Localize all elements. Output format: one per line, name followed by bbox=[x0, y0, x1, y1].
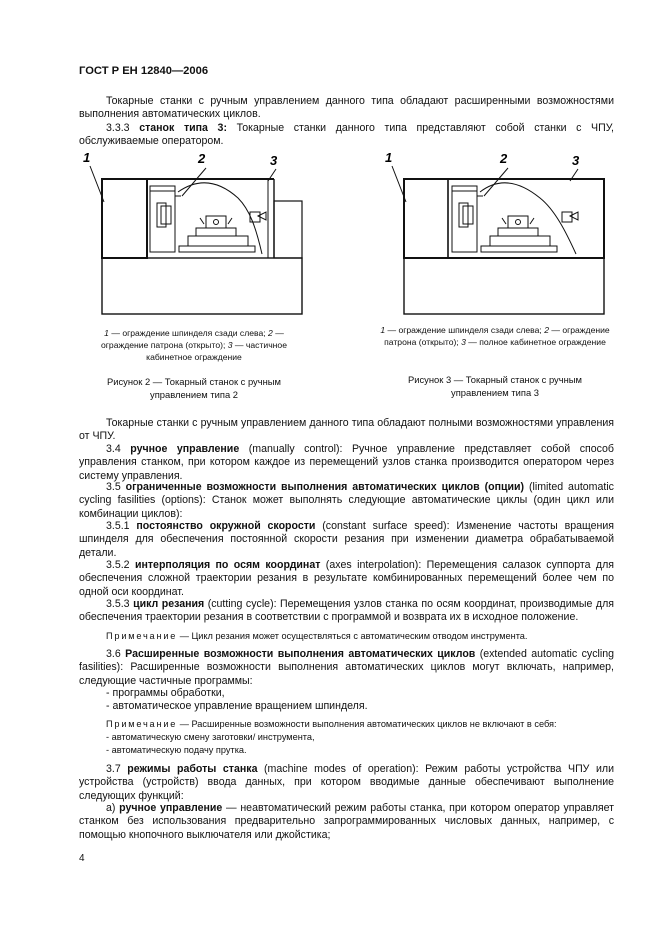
definition-text: (manually control): Ручное управление представляет собой способ управления станком, при котором каждое из перемещений узлов станка производится оператором через систему управления. bbox=[79, 443, 614, 482]
list-item: - автоматическую подачу прутка. bbox=[106, 745, 247, 755]
figure-2-drawing bbox=[78, 148, 313, 318]
paragraph-a bbox=[79, 802, 614, 842]
figure-3-drawing bbox=[380, 148, 615, 318]
paragraph-intro bbox=[79, 95, 614, 122]
definition-text: (axes interpolation): Перемещения салазок суппорта для обеспечения сложной траектории резания в результате комбинированных перемещений более чем по одной оси координат. bbox=[79, 559, 614, 598]
note-text: — Цикл резания может осуществляться с автоматическим отводом инструмента. bbox=[177, 631, 528, 641]
note-1 bbox=[79, 630, 614, 643]
term: станок типа 3: bbox=[139, 122, 227, 134]
term: Расширенные возможности выполнения автоматических циклов bbox=[125, 648, 476, 660]
page-number: 4 bbox=[79, 853, 85, 864]
paragraph-3-5 bbox=[79, 481, 614, 521]
term: ручное управление bbox=[119, 802, 223, 814]
figure-2-caption-line-1: Рисунок 2 — Токарный станок с ручным bbox=[107, 376, 281, 387]
list-item: - автоматическую смену заготовки/ инструмента, bbox=[106, 732, 315, 742]
clause-number: 3.6 bbox=[106, 648, 121, 660]
figure-3-caption-line-2: управлением типа 3 bbox=[451, 386, 539, 398]
figure-2-caption-line-2: управлением типа 2 bbox=[150, 388, 238, 400]
clause-number: 3.3.3 bbox=[106, 122, 130, 134]
paragraph-intro-text: Токарные станки с ручным управлением данного типа обладают расширенными возможностями выполнения автоматических циклов. bbox=[79, 95, 614, 121]
definition-text: (extended automatic cycling fasilities): Расширенные возможности выполнения автоматических циклов могут включать, например, следующие частичные программы: bbox=[79, 648, 614, 687]
term: постоянство окружной скорости bbox=[136, 520, 316, 532]
paragraph-3-5-3 bbox=[79, 598, 614, 625]
term: ручное управление bbox=[130, 443, 240, 455]
paragraph-3-4 bbox=[79, 443, 614, 483]
note-2 bbox=[79, 718, 614, 731]
legend-text: — частичное кабинетное ограждение bbox=[146, 340, 287, 363]
figure-2-label-3: 3 bbox=[270, 153, 278, 168]
clause-number: 3.5.1 bbox=[106, 520, 130, 532]
legend-key: 2 bbox=[268, 328, 273, 338]
definition-text: (limited automatic cycling fasilities (options): Станок может выполнять следующие автоматические циклы (один цикл или комбинации циклов): bbox=[79, 481, 614, 520]
note-2-list bbox=[79, 731, 614, 757]
paragraph-3-6-list bbox=[79, 687, 614, 714]
figure-3-label-3: 3 bbox=[572, 153, 580, 168]
note-label: Примечание bbox=[106, 631, 178, 641]
legend-text: — ограждение патрона (открыто); bbox=[101, 328, 284, 351]
item-marker: а) bbox=[106, 802, 116, 814]
term: интерполяция по осям координат bbox=[134, 559, 321, 571]
clause-number: 3.5 bbox=[106, 481, 121, 493]
figure-3-legend bbox=[380, 324, 610, 348]
legend-text: — ограждение патрона (открыто); bbox=[384, 325, 610, 348]
paragraph-text: Токарные станки с ручным управлением данного типа обладают полными возможностями управления от ЧПУ. bbox=[79, 417, 614, 443]
figure-2-label-1: 1 bbox=[83, 150, 91, 165]
figure-2-caption bbox=[80, 376, 308, 402]
definition-text: (cutting cycle): Перемещения узлов станка по осям координат, производимые для обеспечения траектории резания в соответствии с программой и возврата их в исходное положение. bbox=[79, 598, 614, 624]
paragraph-3-5-1 bbox=[79, 520, 614, 560]
term: цикл резания bbox=[133, 598, 205, 610]
legend-text: — полное кабинетное ограждение bbox=[465, 337, 606, 348]
note-label: Примечание bbox=[106, 719, 178, 729]
figure-3-caption-line-1: Рисунок 3 — Токарный станок с ручным bbox=[408, 374, 582, 385]
figure-3-caption bbox=[380, 374, 610, 400]
clause-number: 3.4 bbox=[106, 443, 121, 455]
definition-text: (constant surface speed): Изменение частоты вращения шпинделя для обеспечения постоянной скорости резания при изменении диаметра обрабатываемой детали. bbox=[79, 520, 614, 559]
paragraph-3-6 bbox=[79, 648, 614, 688]
term: ограниченные возможности выполнения автоматических циклов (опции) bbox=[125, 481, 525, 493]
definition-text: — неавтоматический режим работы станка, при котором оператор управляет станком без использования предварительно запрограммированных числовых данных, например, с помощью кнопочного выключателя или джойстика; bbox=[79, 802, 615, 841]
note-text: — Расширенные возможности выполнения автоматических циклов не включают в себя: bbox=[177, 719, 557, 729]
definition-text: (machine modes of operation): Режим работы устройства ЧПУ или устройства (устройств) ввода данных, при котором вводимые данные обеспечивают выполнение следующих функций: bbox=[79, 763, 614, 802]
legend-key: 1 bbox=[104, 328, 109, 338]
paragraph-3-3-3 bbox=[79, 122, 614, 149]
legend-key: 3 bbox=[227, 340, 233, 351]
clause-number: 3.7 bbox=[106, 763, 121, 775]
figure-3-label-2: 2 bbox=[500, 151, 508, 166]
legend-key: 3 bbox=[461, 337, 466, 348]
figure-3-label-1: 1 bbox=[385, 150, 393, 165]
legend-text: — ограждение шпинделя сзади слева; bbox=[108, 328, 269, 338]
term: режимы работы станка bbox=[127, 763, 258, 775]
legend-key: 1 bbox=[380, 325, 386, 335]
figure-2-legend bbox=[80, 327, 308, 364]
document-header: ГОСТ Р ЕН 12840—2006 bbox=[79, 65, 209, 77]
paragraph-3-5-2 bbox=[79, 559, 614, 599]
list-item: - автоматическое управление вращением шпинделя. bbox=[106, 700, 368, 713]
paragraph-3-7 bbox=[79, 763, 614, 803]
legend-key: 2 bbox=[544, 325, 549, 335]
clause-number: 3.5.3 bbox=[106, 598, 130, 610]
figure-2-label-2: 2 bbox=[198, 151, 206, 166]
definition-text: Токарные станки данного типа представляют собой станки с ЧПУ, обслуживаемые оператором. bbox=[79, 122, 614, 148]
legend-text: — ограждение шпинделя сзади слева; bbox=[385, 325, 545, 335]
paragraph-after-figures bbox=[79, 417, 614, 444]
clause-number: 3.5.2 bbox=[106, 559, 130, 571]
list-item: - программы обработки, bbox=[106, 687, 225, 699]
